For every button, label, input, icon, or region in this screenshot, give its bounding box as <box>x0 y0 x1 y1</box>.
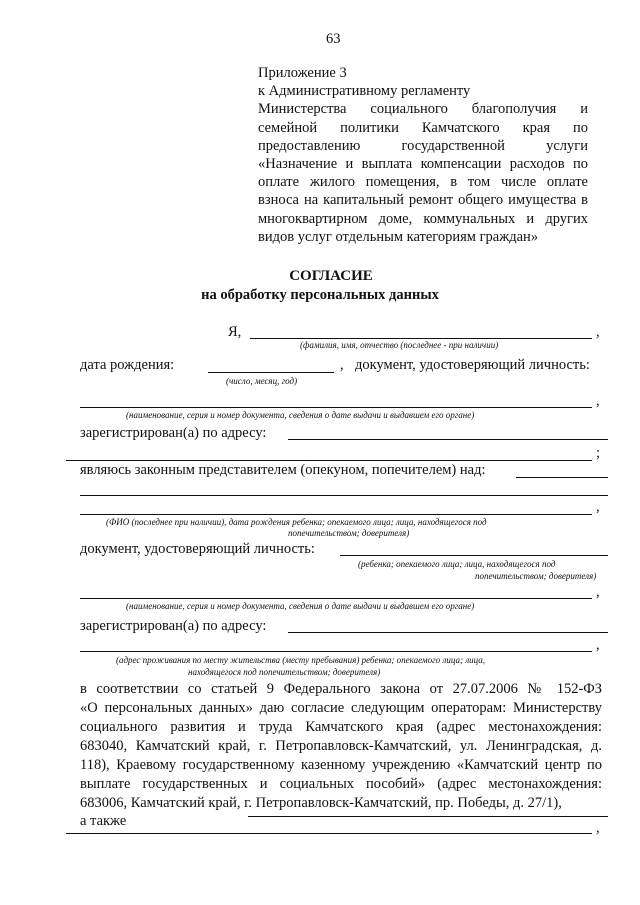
ward-input-2[interactable] <box>80 495 608 496</box>
document2-label: документ, удостоверяющий личность: <box>80 541 315 557</box>
document-hint: (наименование, серия и номер документа, сведения о дате выдачи и выдавшем его органе) <box>126 410 475 420</box>
consent-line: 118), Краевому государственному казенному учреждению «Камчатский центр по <box>80 757 602 773</box>
appendix-line: оплате жилого помещения, в том числе оплате <box>258 174 588 191</box>
ward-address-input-2[interactable] <box>80 651 592 652</box>
registered-label: зарегистрирован(а) по адресу: <box>80 425 267 441</box>
appendix-line: семейной политики Камчатского края по <box>258 119 588 136</box>
fio-hint: (фамилия, имя, отчество (последнее - при наличии) <box>300 340 499 350</box>
consent-paragraph <box>80 680 602 813</box>
ward-input-3[interactable] <box>80 514 592 515</box>
birth-date-input[interactable] <box>208 372 334 373</box>
appendix-line: «Назначение и выплата компенсации расходов по <box>258 156 588 173</box>
representative-label: являюсь законным представителем (опекуном, попечителем) над: <box>80 462 486 478</box>
ward-hint-2: попечительством; доверителя) <box>288 528 410 538</box>
appendix-line: видов услуг отдельным категориям граждан» <box>258 228 539 245</box>
consent-line: в соответствии со статьей 9 Федерального закона от 27.07.2006 № 152-ФЗ <box>80 681 602 697</box>
ward-document-hint: (ребенка; опекаемого лица; лица, находящегося под <box>358 559 556 569</box>
ward-document-input-2[interactable] <box>80 598 592 599</box>
consent-line: 683040, Камчатский край, г. Петропавловск-Камчатский, ул. Ленинградская, д. <box>80 738 602 754</box>
address-input[interactable] <box>288 439 608 440</box>
other-operators-input[interactable] <box>248 816 608 817</box>
document-subtitle: на обработку персональных данных <box>201 287 439 303</box>
appendix-block <box>258 64 588 246</box>
comma: , <box>596 499 600 515</box>
fio-input[interactable] <box>250 338 592 339</box>
comma: , <box>596 324 600 340</box>
comma: , <box>596 393 600 409</box>
ward-address-hint-2: находящегося под попечительством; доверителя) <box>188 667 381 677</box>
appendix-line: Министерства социального благополучия и <box>258 101 588 118</box>
consent-line: «О персональных данных» даю согласие следующим операторам: Министерству <box>80 700 602 716</box>
ward-input[interactable] <box>516 477 608 478</box>
appendix-line: взноса на капитальный ремонт общего имущества в <box>258 192 588 209</box>
registered2-label: зарегистрирован(а) по адресу: <box>80 618 267 634</box>
appendix-line: Приложение 3 <box>258 65 347 81</box>
other-operators-input-2[interactable] <box>66 833 592 834</box>
comma: , <box>596 637 600 653</box>
comma: , <box>596 584 600 600</box>
document-title: СОГЛАСИЕ <box>289 268 373 284</box>
appendix-line: к Административному регламенту <box>258 83 471 100</box>
also-label: а также <box>80 813 127 829</box>
ward-document-input[interactable] <box>340 555 608 556</box>
ward-address-input[interactable] <box>288 632 608 633</box>
i-label: Я, <box>228 324 242 340</box>
birth-label: дата рождения: <box>80 357 175 373</box>
ward-address-hint: (адрес проживания по месту жительства (месту пребывания) ребенка; опекаемого лица; лица, <box>116 655 485 665</box>
ward-document-hint-2: попечительством; доверителя) <box>475 571 597 581</box>
document-label: документ, удостоверяющий личность: <box>355 357 590 373</box>
page-number: 63 <box>326 31 341 47</box>
birth-hint: (число, месяц, год) <box>226 376 298 386</box>
consent-line: 683006, Камчатский край, г. Петропавловск-Камчатский, пр. Победы, д. 27/1), <box>80 795 562 811</box>
ward-hint: (ФИО (последнее при наличии), дата рождения ребенка; опекаемого лица; лица, находящегося под <box>106 517 487 527</box>
appendix-line: многоквартирном доме, коммунальных и других <box>258 210 588 227</box>
document-input[interactable] <box>80 407 592 408</box>
ward-document-details-hint: (наименование, серия и номер документа, сведения о дате выдачи и выдавшем его органе) <box>126 601 475 611</box>
semicolon: ; <box>596 445 601 461</box>
comma: , <box>340 357 344 373</box>
appendix-line: предоставлению государственной услуги <box>258 137 588 154</box>
consent-line: выплате государственных и социальных пособий» (адрес местонахождения: <box>80 776 602 792</box>
consent-line: социального развития и труда Камчатского края (адрес местонахождения: <box>80 719 602 735</box>
comma: , <box>596 820 600 836</box>
